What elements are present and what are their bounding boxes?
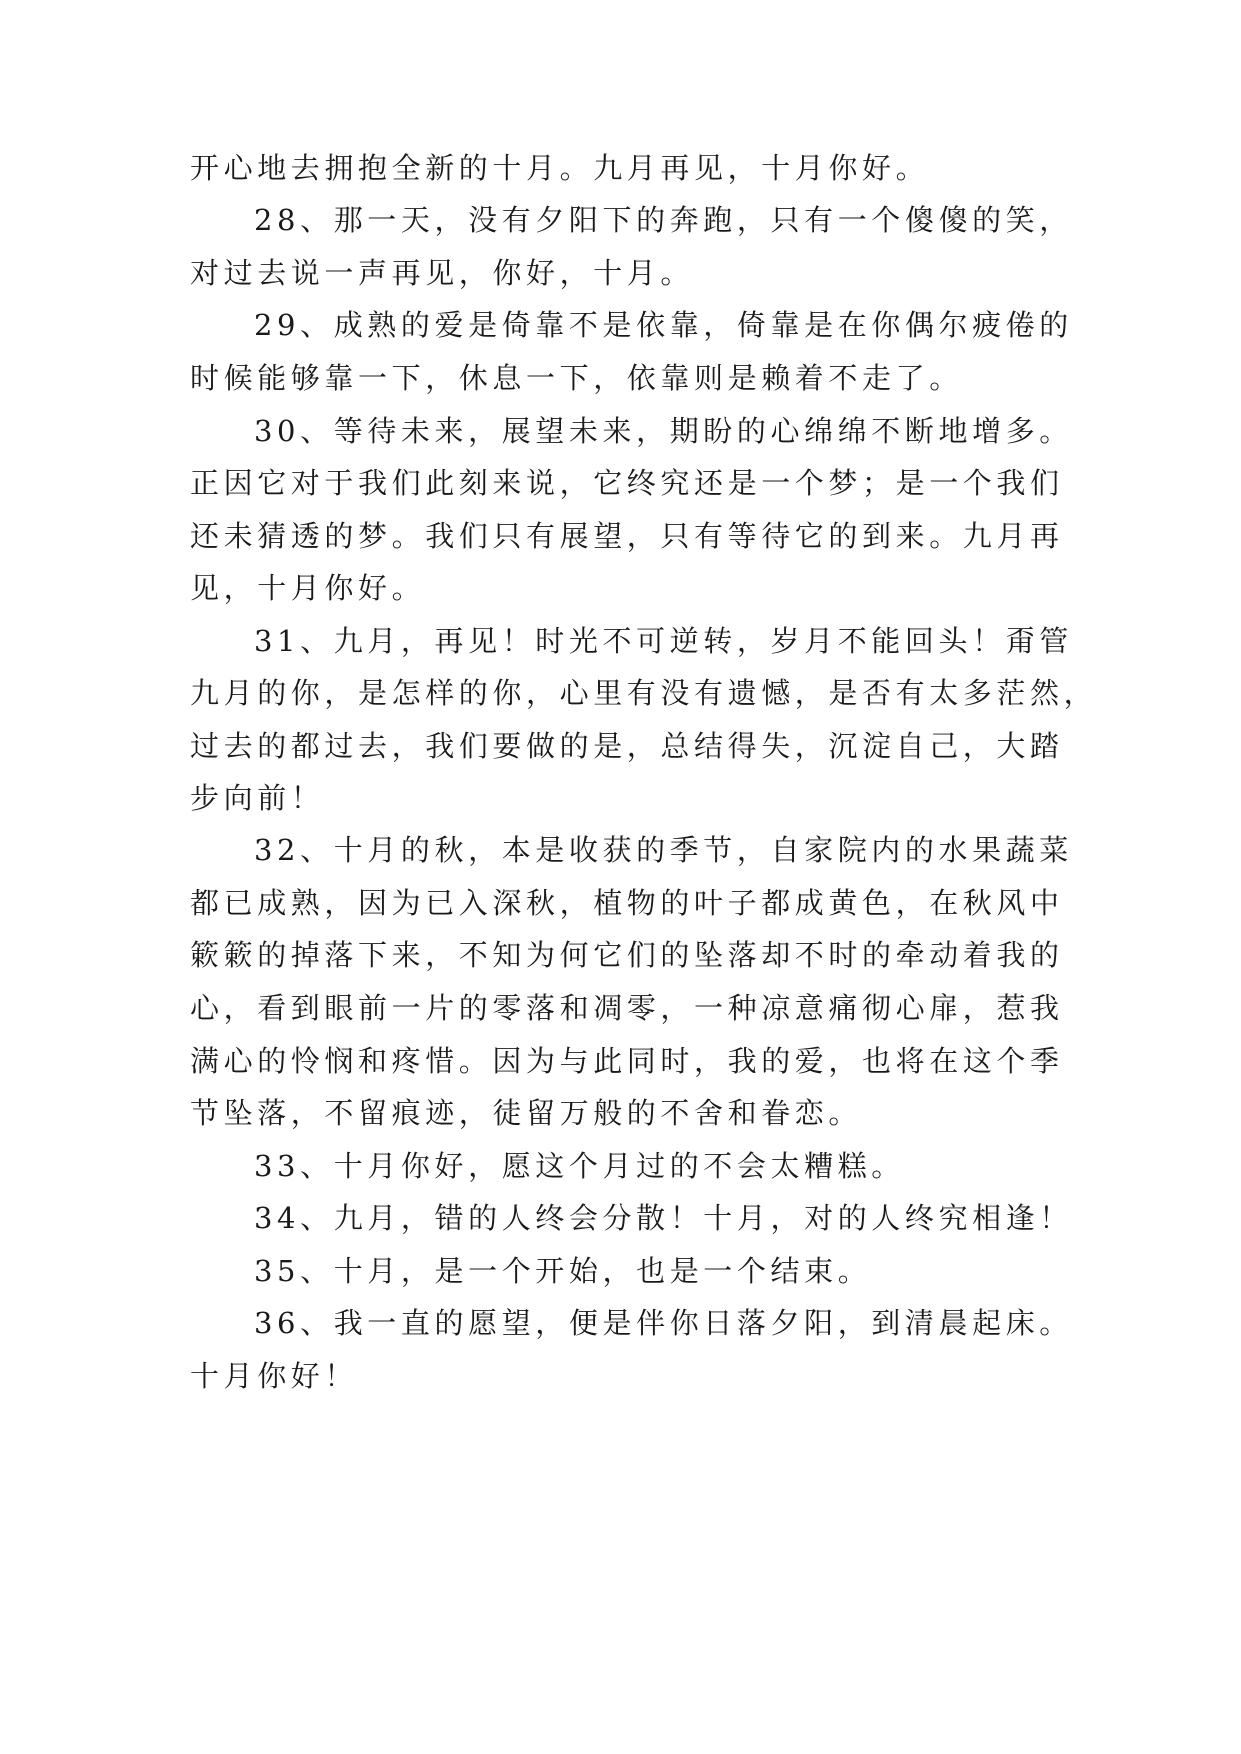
text-line: 32、十月的秋，本是收获的季节，自家院内的水果蔬菜	[254, 833, 1073, 867]
text-line: 满心的怜悯和疼惜。因为与此同时，我的爱，也将在这个季	[190, 1044, 1064, 1078]
text-line: 29、成熟的爱是倚靠不是依靠，倚靠是在你偶尔疲倦的	[254, 308, 1073, 342]
text-line: 都已成熟，因为已入深秋，植物的叶子都成黄色，在秋风中	[190, 886, 1064, 920]
text-line: 簌簌的掉落下来，不知为何它们的坠落却不时的牵动着我的	[190, 938, 1064, 972]
text-line: 31、九月，再见！时光不可逆转，岁月不能回头！甭管	[254, 624, 1073, 658]
text-line: 九月的你，是怎样的你，心里有没有遗憾，是否有太多茫然，	[190, 676, 1098, 710]
text-line: 十月你好！	[190, 1359, 359, 1393]
text-line: 节坠落，不留痕迹，徒留万般的不舍和眷恋。	[190, 1096, 863, 1130]
text-line: 开心地去拥抱全新的十月。九月再见，十月你好。	[190, 151, 930, 185]
text-line: 时候能够靠一下，休息一下，依靠则是赖着不走了。	[190, 361, 963, 395]
text-line: 30、等待未来，展望未来，期盼的心绵绵不断地增多。	[254, 414, 1073, 448]
text-line: 正因它对于我们此刻来说，它终究还是一个梦；是一个我们	[190, 466, 1064, 500]
text-line: 35、十月，是一个开始，也是一个结束。	[254, 1254, 872, 1288]
text-line: 过去的都过去，我们要做的是，总结得失，沉淀自己，大踏	[190, 729, 1064, 763]
text-line: 对过去说一声再见，你好，十月。	[190, 256, 695, 290]
text-line: 36、我一直的愿望，便是伴你日落夕阳，到清晨起床。	[254, 1306, 1073, 1340]
text-line: 34、九月，错的人终会分散！十月，对的人终究相逢！	[254, 1201, 1073, 1235]
text-line: 还未猜透的梦。我们只有展望，只有等待它的到来。九月再	[190, 519, 1064, 553]
text-line: 33、十月你好，愿这个月过的不会太糟糕。	[254, 1149, 905, 1183]
text-line: 心，看到眼前一片的零落和凋零，一种凉意痛彻心扉，惹我	[190, 991, 1064, 1025]
text-line: 步向前！	[190, 781, 325, 815]
text-line: 28、那一天，没有夕阳下的奔跑，只有一个傻傻的笑，	[254, 203, 1073, 237]
text-line: 见，十月你好。	[190, 571, 426, 605]
